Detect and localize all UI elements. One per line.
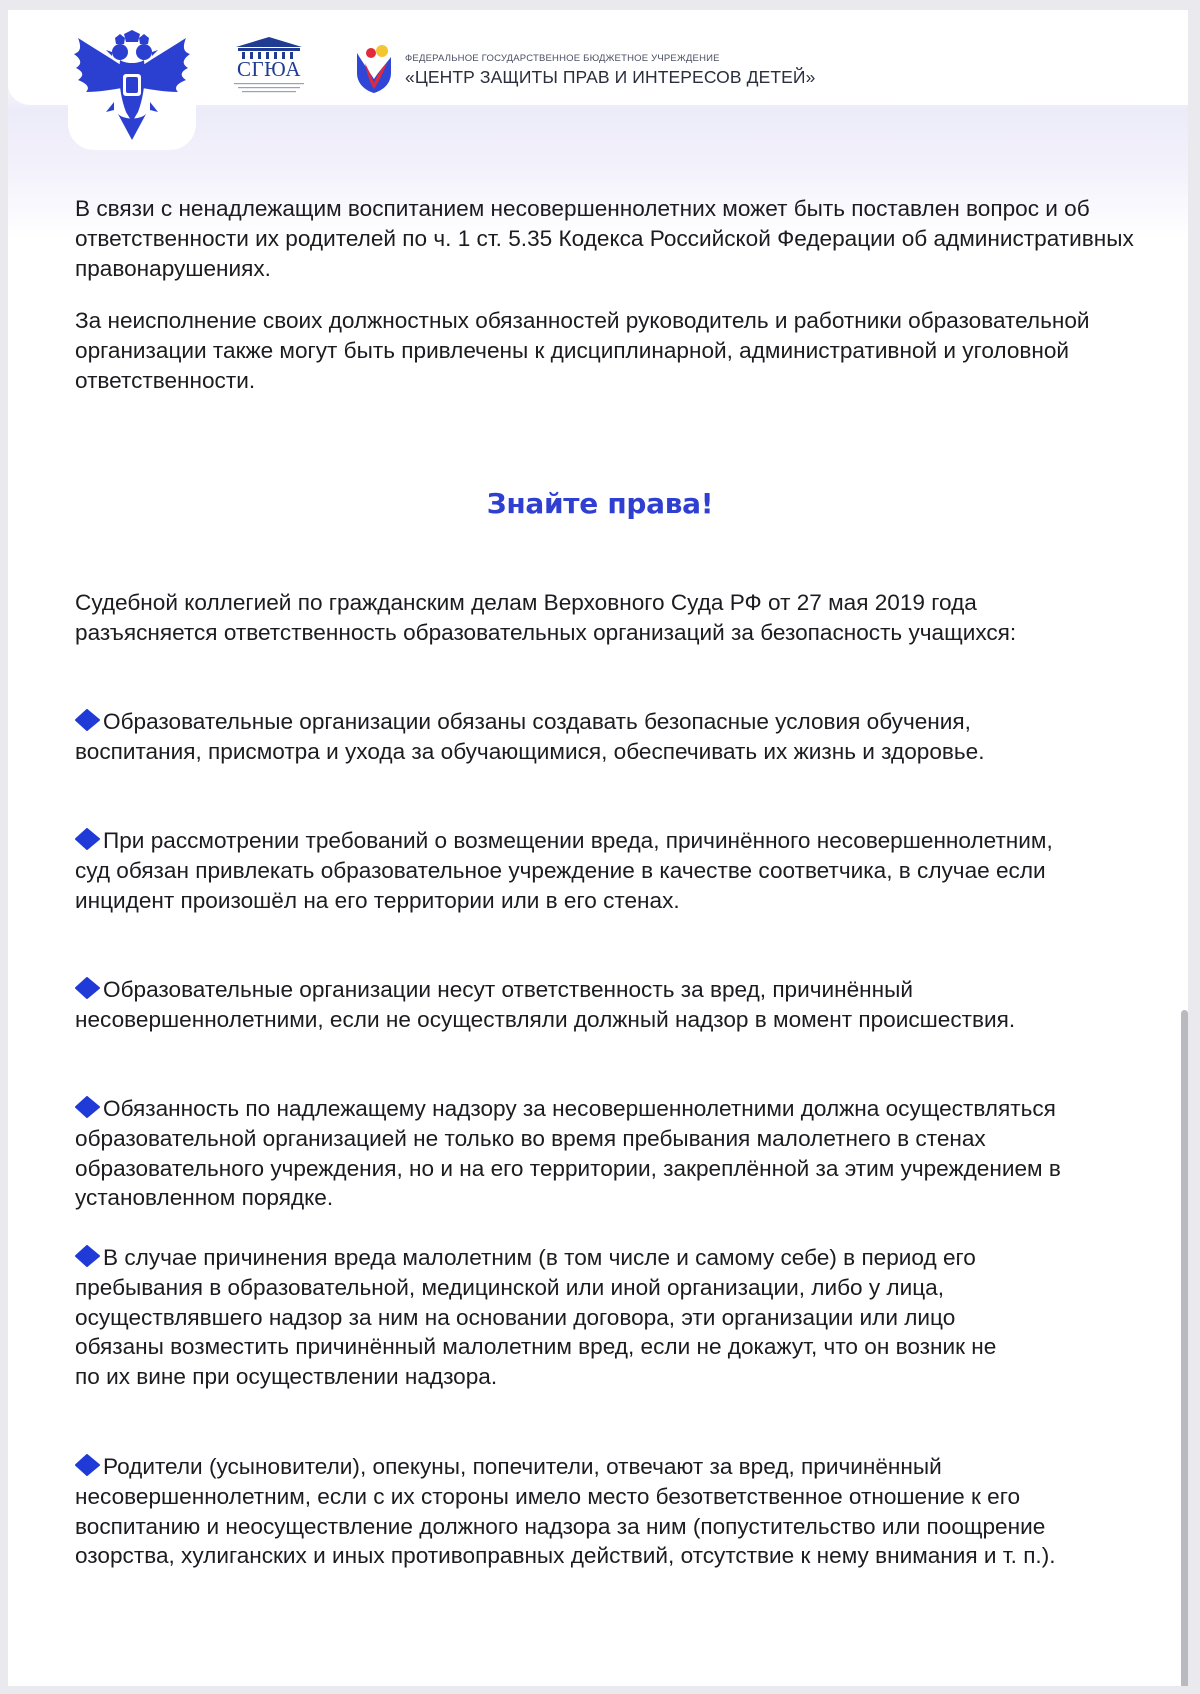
blue-diamond-icon <box>75 977 100 999</box>
eagle-emblem-icon <box>70 30 194 142</box>
list-item-text: Родители (усыновители), опекуны, попечители, отвечают за вред, причинённый несовершеннолетним, если с их стороны имело место безответственное отношение к его воспитанию и неосуществление должного надзора за ним (попустительство или поощрение озорства, хулиганских и иных противоправных действий, отсутствие к нему внимания и т. п.). <box>75 1454 1056 1569</box>
sgua-logo <box>228 35 310 99</box>
list-item-text: Образовательные организации обязаны создавать безопасные условия обучения, воспитания, присмотра и ухода за обучающимися, обеспечивать их жизнь и здоровье. <box>75 709 985 764</box>
list-item <box>75 975 1065 1035</box>
list-item <box>75 1243 1005 1392</box>
blue-diamond-icon <box>75 828 100 850</box>
list-item <box>75 1452 1065 1571</box>
blue-diamond-icon <box>75 1454 100 1476</box>
list-item-text: В случае причинения вреда малолетним (в том числе и самому себе) в период его пребывания в образовательной, медицинской или иной организации, либо у лица, осуществлявшего надзор за ним на основании договора, эти организации или лицо обязаны возместить причинённый малолетним вред, если не докажут, что он возник не по их вине при осуществлении надзора. <box>75 1245 997 1390</box>
list-item <box>75 707 1035 767</box>
blue-diamond-icon <box>75 709 100 731</box>
intro-paragraph-1: В связи с ненадлежащим воспитанием несовершеннолетних может быть поставлен вопрос и об ответственности их родителей по ч. 1 ст. 5.35 Кодекса Российской Федерации об административных правонарушениях. <box>75 196 1134 281</box>
child-rights-center-logo-icon <box>351 43 397 95</box>
document-page <box>8 10 1188 1686</box>
org-name-line1: ФЕДЕРАЛЬНОЕ ГОСУДАРСТВЕННОЕ БЮДЖЕТНОЕ УЧРЕЖДЕНИЕ <box>405 53 720 64</box>
section-heading: Знайте права! <box>486 487 714 520</box>
list-item <box>75 1094 1095 1213</box>
blue-diamond-icon <box>75 1096 100 1118</box>
blue-diamond-icon <box>75 1245 100 1267</box>
sgua-caption-marks <box>234 82 304 94</box>
scrollbar[interactable] <box>1181 1010 1188 1686</box>
building-icon <box>228 35 310 59</box>
list-item-text: При рассмотрении требований о возмещении вреда, причинённого несовершеннолетним, суд обязан привлекать образовательное учреждение в качестве соответчика, в случае если инцидент произошёл на его территории или в его стенах. <box>75 828 1053 913</box>
list-item-text: Обязанность по надлежащему надзору за несовершеннолетними должна осуществляться образовательной организацией не только во время пребывания малолетнего в стенах образовательного учреждения, но и на его территории, закреплённой за этим учреждением в установленном порядке. <box>75 1096 1061 1211</box>
list-item <box>75 826 1065 915</box>
lead-paragraph: Судебной коллегией по гражданским делам Верховного Суда РФ от 27 мая 2019 года разъясняется ответственность образовательных организаций за безопасность учащихся: <box>75 590 1017 645</box>
sgua-abbr: СГЮА <box>236 57 302 81</box>
org-name-line2: «ЦЕНТР ЗАЩИТЫ ПРАВ И ИНТЕРЕСОВ ДЕТЕЙ» <box>405 67 816 87</box>
intro-paragraph-2: За неисполнение своих должностных обязанностей руководитель и работники образовательной организации также могут быть привлечены к дисциплинарной, административной и уголовной ответственности. <box>75 308 1090 393</box>
list-item-text: Образовательные организации несут ответственность за вред, причинённый несовершеннолетними, если не осуществляли должный надзор в момент происшествия. <box>75 977 1016 1032</box>
